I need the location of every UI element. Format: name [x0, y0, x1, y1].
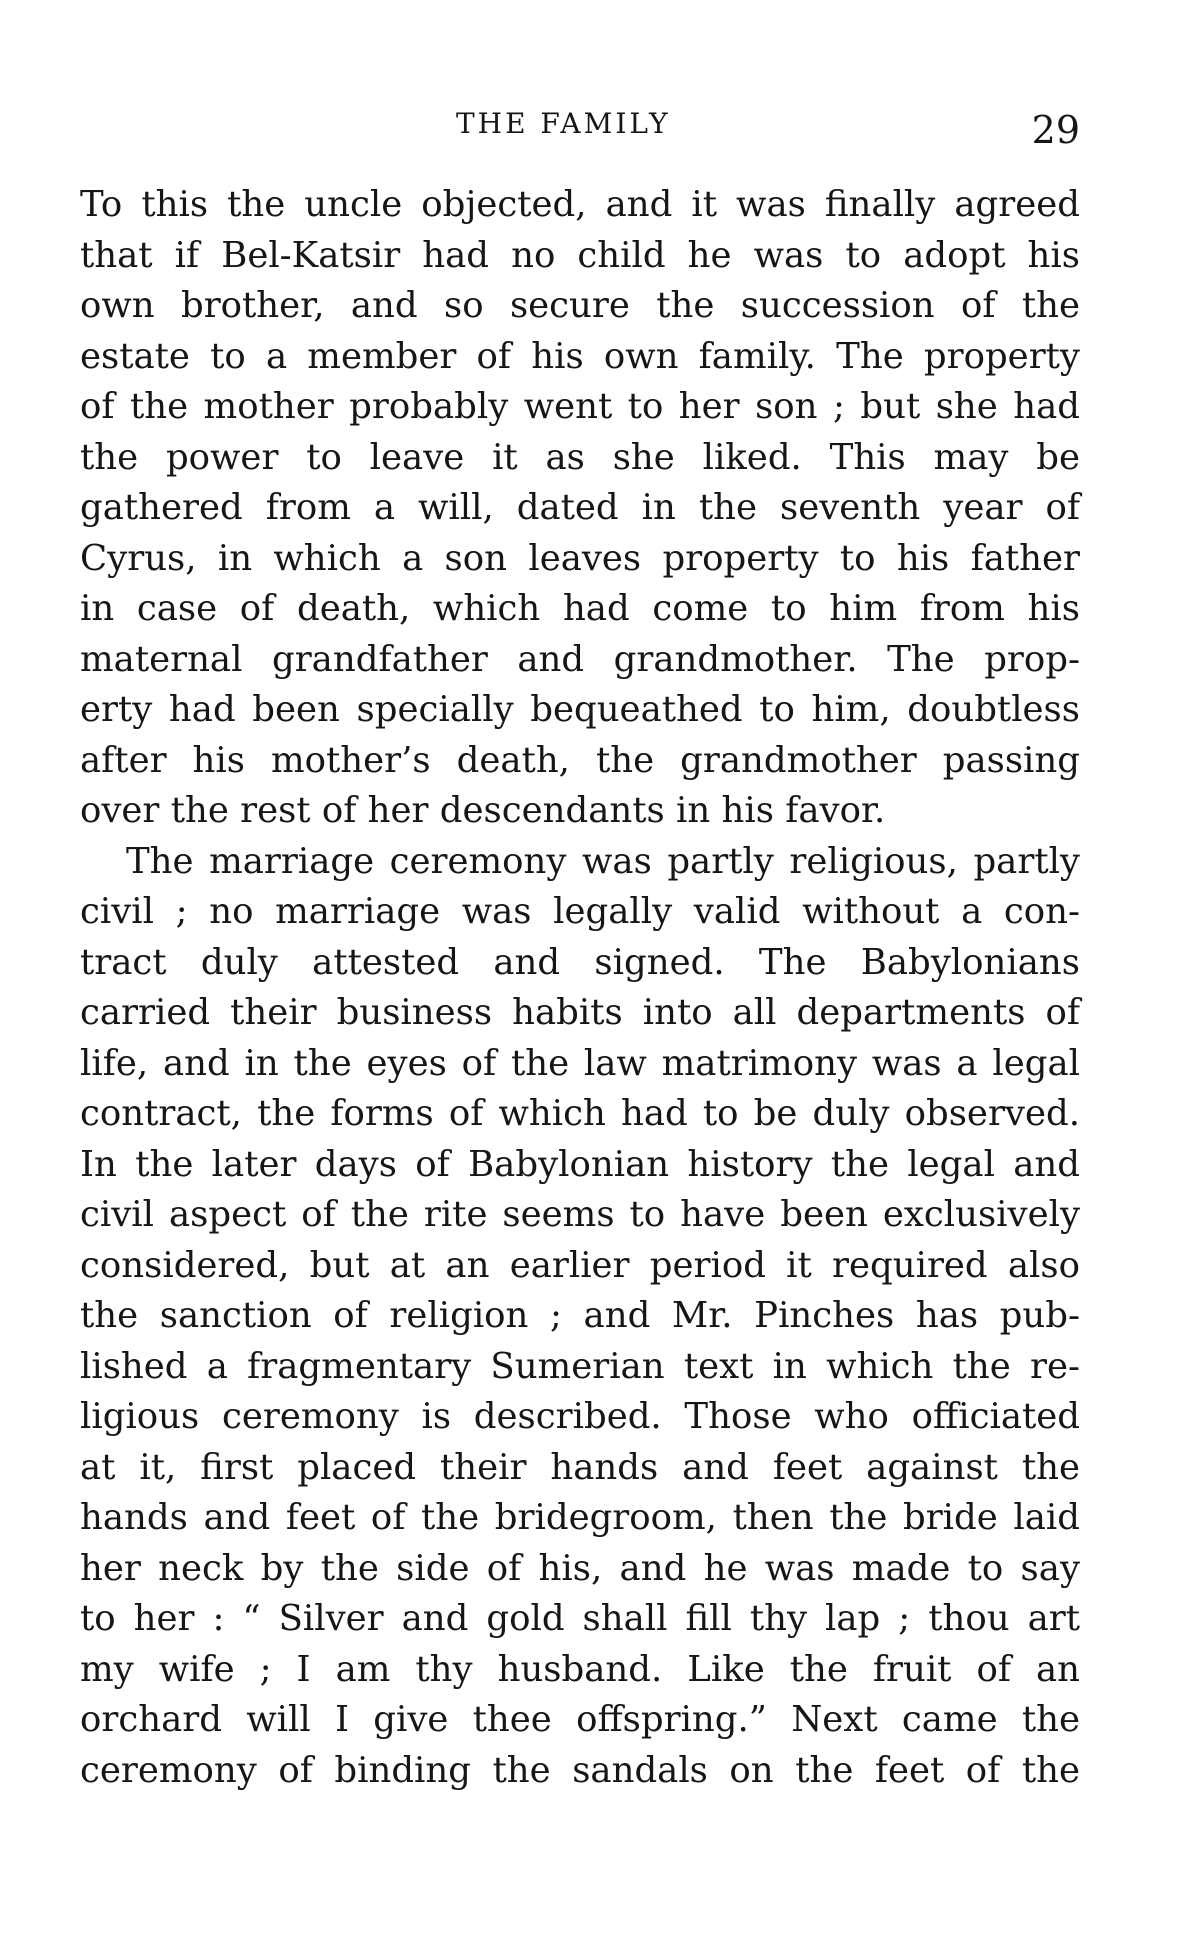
text-line: Cyrus, in which a son leaves property to his father	[80, 537, 1080, 579]
text-line: ceremony of binding the sandals on the feet of the	[80, 1749, 1080, 1791]
text-line: in case of death, which had come to him from his	[80, 588, 1080, 629]
text-line: lished a fragmentary Sumerian text in which the re-	[80, 1345, 1080, 1387]
body-text	[80, 180, 1080, 1796]
text-line: carried their business habits into all departments of	[80, 992, 1080, 1033]
page-number: 29	[1031, 108, 1080, 152]
text-line: of the mother probably went to her son ; but she had	[80, 386, 1080, 427]
text-line: my wife ; I am thy husband. Like the fruit of an	[80, 1648, 1080, 1690]
text-line: ligious ceremony is described. Those who officiated	[80, 1396, 1080, 1437]
text-line: maternal grandfather and grandmother. The prop-	[80, 638, 1080, 680]
text-line: In the later days of Babylonian history the legal and	[80, 1143, 1080, 1185]
text-line: civil ; no marriage was legally valid without a con-	[80, 891, 1080, 932]
text-line: The marriage ceremony was partly religious, partly	[126, 840, 1080, 882]
text-line: civil aspect of the rite seems to have been exclusively	[80, 1194, 1080, 1235]
text-line: contract, the forms of which had to be duly observed.	[80, 1093, 1080, 1134]
text-line: after his mother’s death, the grandmother passing	[80, 739, 1080, 781]
text-line: estate to a member of his own family. The property	[80, 335, 1080, 377]
text-line: tract duly attested and signed. The Babylonians	[80, 941, 1080, 983]
text-line: to her : “ Silver and gold shall fill thy lap ; thou art	[80, 1598, 1080, 1639]
text-line: orchard will I give thee offspring.” Next came the	[80, 1699, 1080, 1740]
text-line: her neck by the side of his, and he was made to say	[80, 1547, 1080, 1589]
text-line: at it, first placed their hands and feet against the	[80, 1446, 1080, 1488]
text-line: the power to leave it as she liked. This may be	[80, 436, 1080, 478]
text-line: over the rest of her descendants in his favor.	[80, 790, 886, 831]
text-line: own brother, and so secure the succession of the	[80, 285, 1080, 326]
text-line: gathered from a will, dated in the seventh year of	[80, 487, 1080, 528]
text-line: life, and in the eyes of the law matrimony was a legal	[80, 1042, 1080, 1084]
text-line: considered, but at an earlier period it required also	[80, 1244, 1080, 1286]
text-line: To this the uncle objected, and it was finally agreed	[80, 184, 1080, 225]
text-line: erty had been specially bequeathed to him, doubtless	[80, 689, 1080, 730]
text-line: hands and feet of the bridegroom, then the bride laid	[80, 1497, 1080, 1538]
chapter-title: THE FAMILY	[456, 107, 671, 140]
text-line: that if Bel-Katsir had no child he was to adopt his	[80, 234, 1080, 276]
running-head	[80, 104, 1080, 154]
text-line: the sanction of religion ; and Mr. Pinches has pub-	[80, 1295, 1080, 1336]
